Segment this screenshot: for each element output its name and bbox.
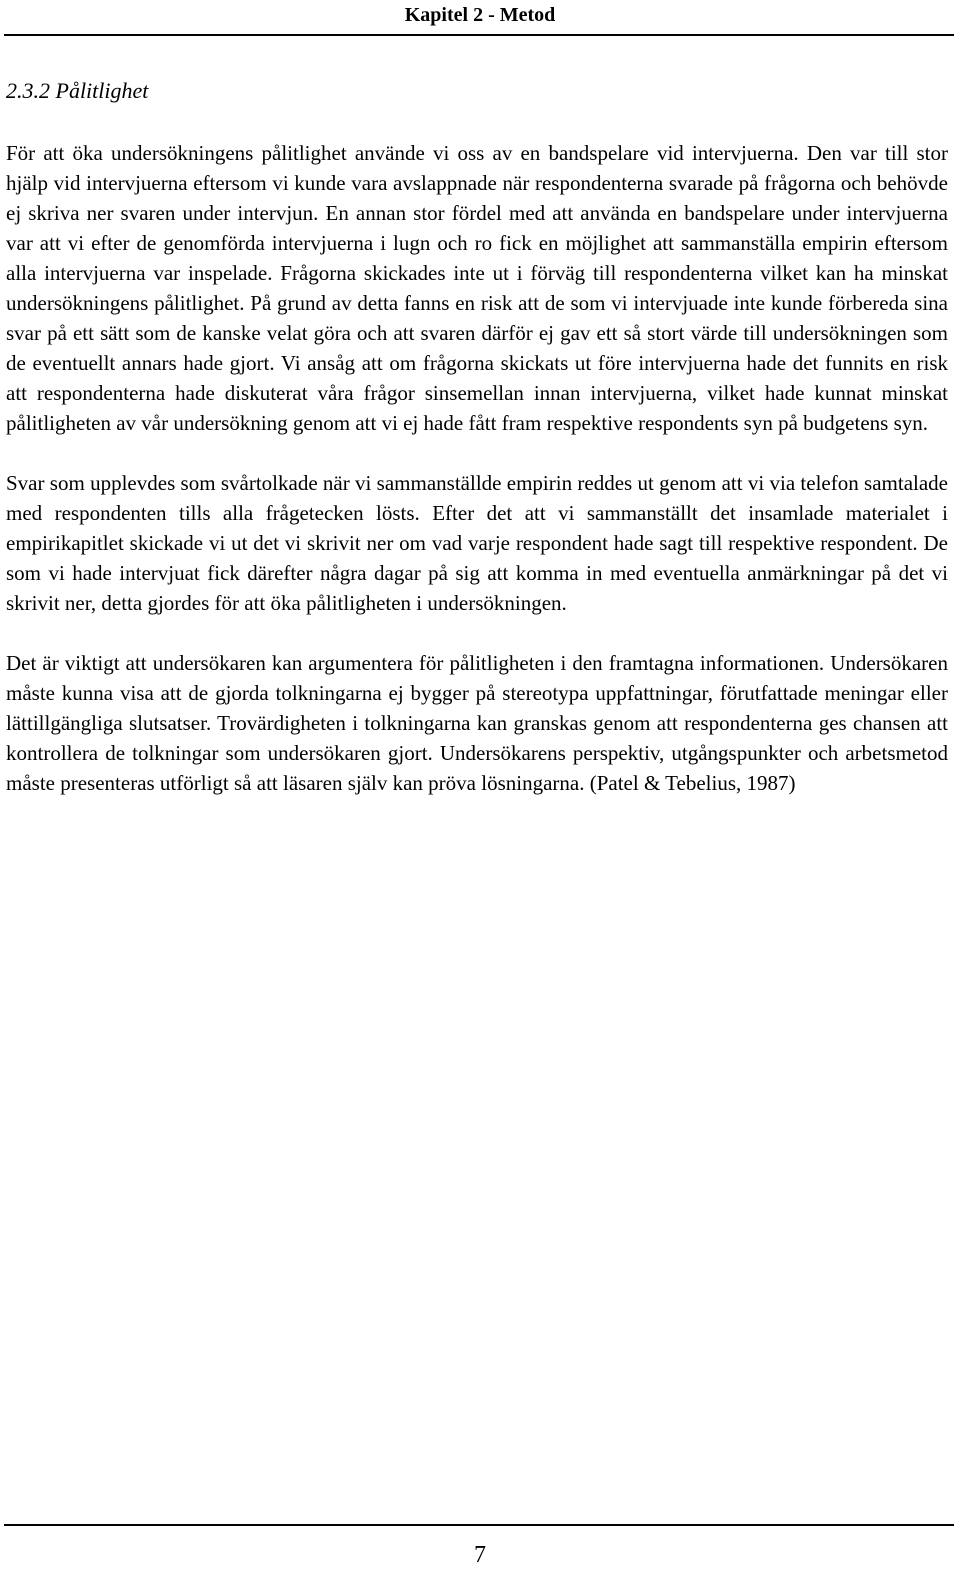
body-text — [6, 138, 948, 828]
paragraph-interpretation: Det är viktigt att undersökaren kan argumentera för pålitligheten i den framtagna informationen. Undersökaren måste kunna visa att de gjorda tolkningarna ej bygger på stereotypa uppfattningar, förutfattade meningar eller lättillgängliga slutsatser. Trovärdigheten i tolkningarna kan granskas genom att respondenterna ges chansen att kontrollera de tolkningar som undersökaren gjort. Undersökarens perspektiv, utgångspunkter och arbetsmetod måste presenteras utförligt så att läsaren själv kan pröva lösningarna. (Patel & Tebelius, 1987) — [6, 651, 948, 795]
paragraph-follow-up: Svar som upplevdes som svårtolkade när vi sammanställde empirin reddes ut genom att vi via telefon samtalade med respondenten tills alla frågetecken lösts. Efter det att vi sammanställt det insamlade materialet i empirikapitlet skickade vi ut det vi skrivit ner om vad varje respondent hade sagt till respektive respondent. De som vi hade intervjuat fick därefter några dagar på sig att komma in med eventuella anmärkningar på det vi skrivit ner, detta gjordes för att öka pålitligheten i undersökningen. — [6, 471, 948, 615]
header-divider — [4, 34, 954, 36]
section-heading: 2.3.2 Pålitlighet — [6, 78, 149, 103]
footer-divider — [4, 1524, 954, 1526]
page-number: 7 — [474, 1542, 486, 1568]
paragraph-reliability-tape-recorder: För att öka undersökningens pålitlighet använde vi oss av en bandspelare vid intervjuerna. Den var till stor hjälp vid intervjuerna eftersom vi kunde vara avslappnade när respondenterna svarade på frågorna och behövde ej skriva ner svaren under intervjun. En annan stor fördel med att använda en bandspelare under intervjuerna var att vi efter de genomförda intervjuerna i lugn och ro fick en möjlighet att sammanställa empirin eftersom alla intervjuerna var inspelade. Frågorna skickades inte ut i förväg till respondenterna vilket kan ha minskat undersökningens pålitlighet. På grund av detta fanns en risk att de som vi intervjuade inte kunde förbereda sina svar på ett sätt som de kanske velat göra och att svaren därför ej gav ett så stort värde till undersökningen som de eventuellt annars hade gjort. Vi ansåg att om frågorna skickats ut före intervjuerna hade det funnits en risk att respondenterna hade diskuterat våra frågor sinsemellan innan intervjuerna, vilket hade kunnat minskat pålitligheten av vår undersökning genom att vi ej hade fått fram respektive respondents syn på budgetens syn. — [6, 141, 948, 435]
running-header: Kapitel 2 - Metod — [404, 4, 556, 26]
